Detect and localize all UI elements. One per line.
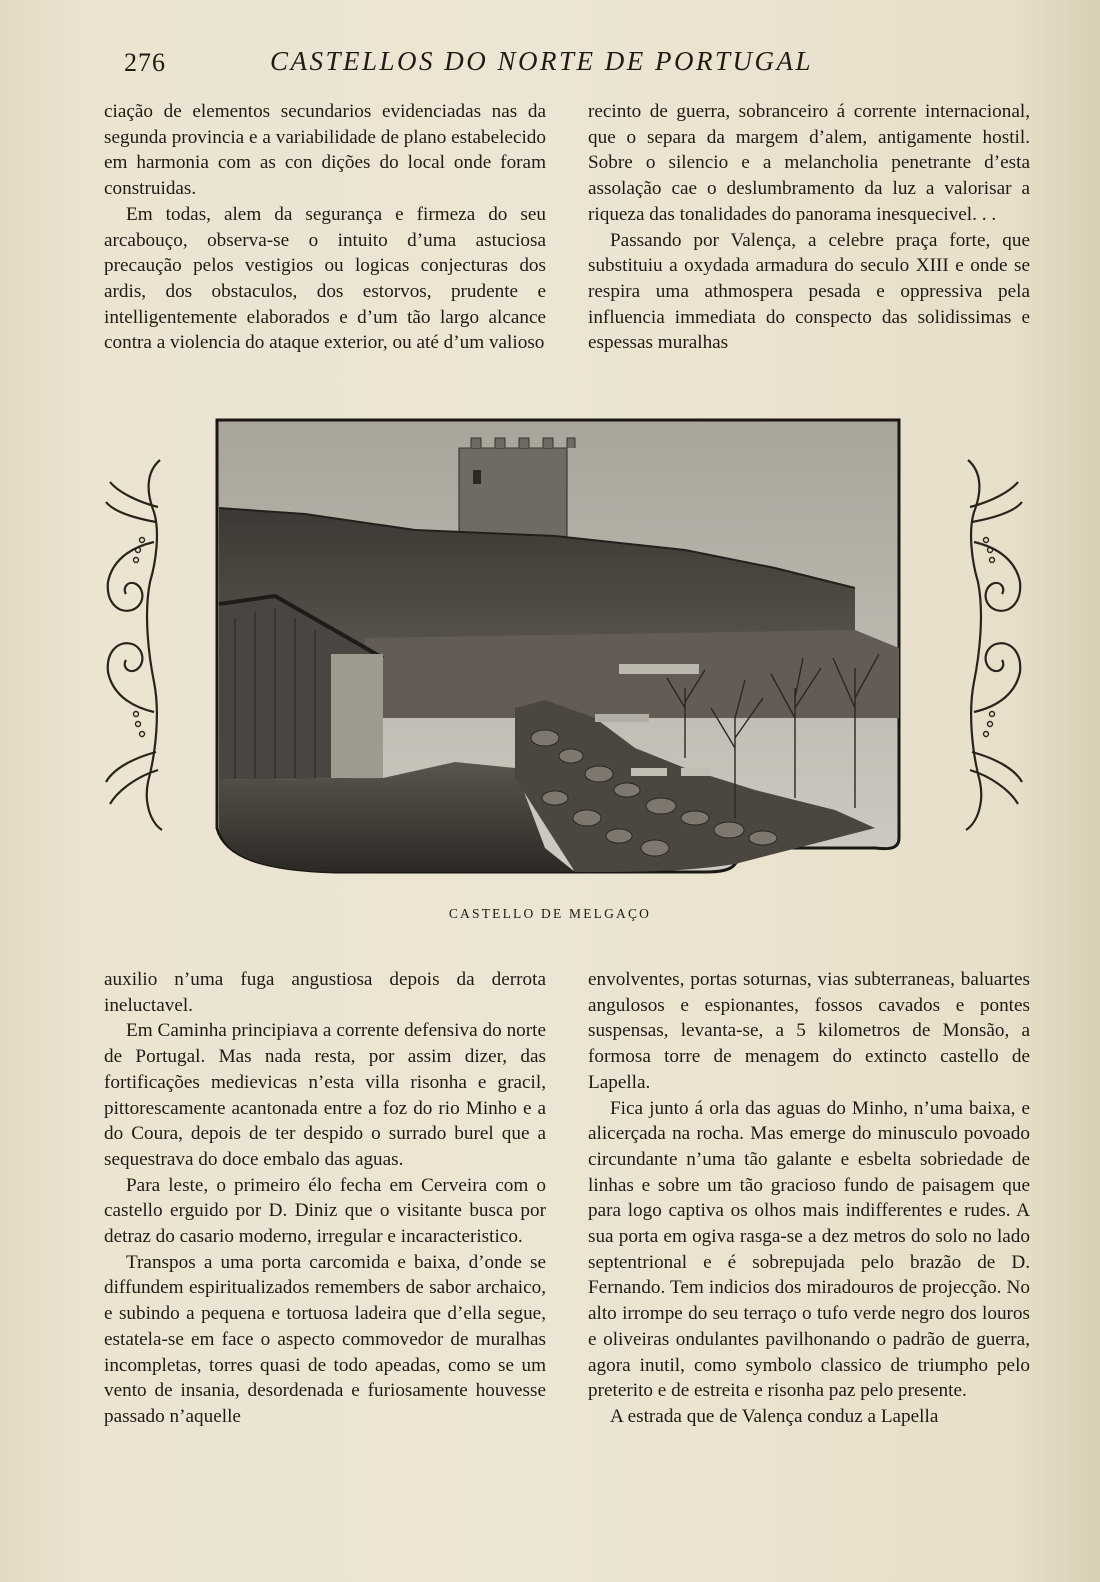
paragraph: Em todas, alem da segurança e firmeza do seu arcabouço, observa-se o intuito d’uma astuciosa precaução pelos vestigios ou logicas conjecturas dos ardis, dos obstaculos, dos estorvos, prudente e intelligentemente elaborados e d’um tão largo alcance contra a violencia do ataque exterior, ou até d’um valioso [104,203,546,354]
running-title: CASTELLOS DO NORTE DE PORTUGAL [270,46,814,76]
text-column-top-right [588,99,1030,356]
page-header [0,44,1100,84]
paragraph: auxilio n’uma fuga angustiosa depois da derrota ineluctavel. [104,969,546,1016]
paragraph: Transpos a uma porta carcomida e baixa, d’onde se diffundem espiritualizados remembers de sabor archaico, e subindo a pequena e tortuosa ladeira que d’ella segue, estatela-se em face o aspecto commovedor de muralhas incompletas, torres quasi de todo apeadas, como se um vento de insania, desordenada e furiosamente houvesse passado n’aquelle [104,1251,546,1427]
paragraph: ciação de elementos secundarios evidenciadas nas da segunda provincia e a variabilidade de plano estabelecido em harmonia com as con dições do local onde foram construidas. [104,101,546,200]
figure-caption: CASTELLO DE MELGAÇO [448,906,652,921]
paragraph: Em Caminha principiava a corrente defensiva do norte de Portugal. Mas nada resta, por assim dizer, das fortificações medievicas n’esta villa risonha e gracil, pittorescamente acantonada entre a foz do rio Minho e a do Coura, depois de ter despido o surrado burel que a sequestrava do doce embalo das aguas. [104,1020,546,1170]
paragraph: A estrada que de Valença conduz a Lapella [610,1405,939,1427]
text-column-bottom-left [104,967,546,1430]
paragraph: Para leste, o primeiro élo fecha em Cerveira com o castello erguido por D. Diniz que o visitante busca por detraz do casario moderno, irregular e incaracteristico. [104,1174,546,1248]
flourish-ornament-right [958,452,1030,837]
page-number: 276 [124,48,166,77]
castle-photograph [215,418,901,874]
paragraph: envolventes, portas soturnas, vias subterraneas, baluartes angulosos e espionantes, fossos cavados e pontes suspensas, levanta-se, a 5 kilometros de Monsão, a formosa torre de menagem do extincto castello de Lapella. [588,969,1030,1093]
text-column-bottom-right [588,967,1030,1430]
paragraph: Fica junto á orla das aguas do Minho, n’uma baixa, e alicerçada na rocha. Mas emerge do minusculo povoado circundante n’uma tão galante e esbelta sobriedade de linhas e sobre um tão gracioso fundo de paisagem que para logo captiva os olhos mais indifferentes e rudes. A sua porta em ogiva rasga-se a dez metros do solo no lado septentrional e é sobrepujada pelo brazão de D. Fernando. Tem indicios dos miradouros de projecção. No alto irrompe do seu terraço o tufo verde negro dos louros e oliveiras ondulantes pavilhonando o padrão de guerra, agora inutil, como symbolo classico de triumpho pelo preterito e de estreita e risonha paz pelo presente. [588,1097,1030,1402]
text-column-top-left [104,99,546,356]
paragraph: Passando por Valença, a celebre praça forte, que substituiu a oxydada armadura do seculo XIII e onde se respira uma athmospera pesada e oppressiva pela influencia immediata do conspecto das solidissimas e espessas muralhas [588,229,1030,354]
paragraph: recinto de guerra, sobranceiro á corrente internacional, que o separa da margem d’alem, antigamente hostil. Sobre o silencio e a melancholia penetrante d’esta assolação cae o deslumbramento da luz a valorisar a riqueza das tonalidades do panorama inesquecivel. . . [588,101,1030,225]
flourish-ornament-left [98,452,170,837]
